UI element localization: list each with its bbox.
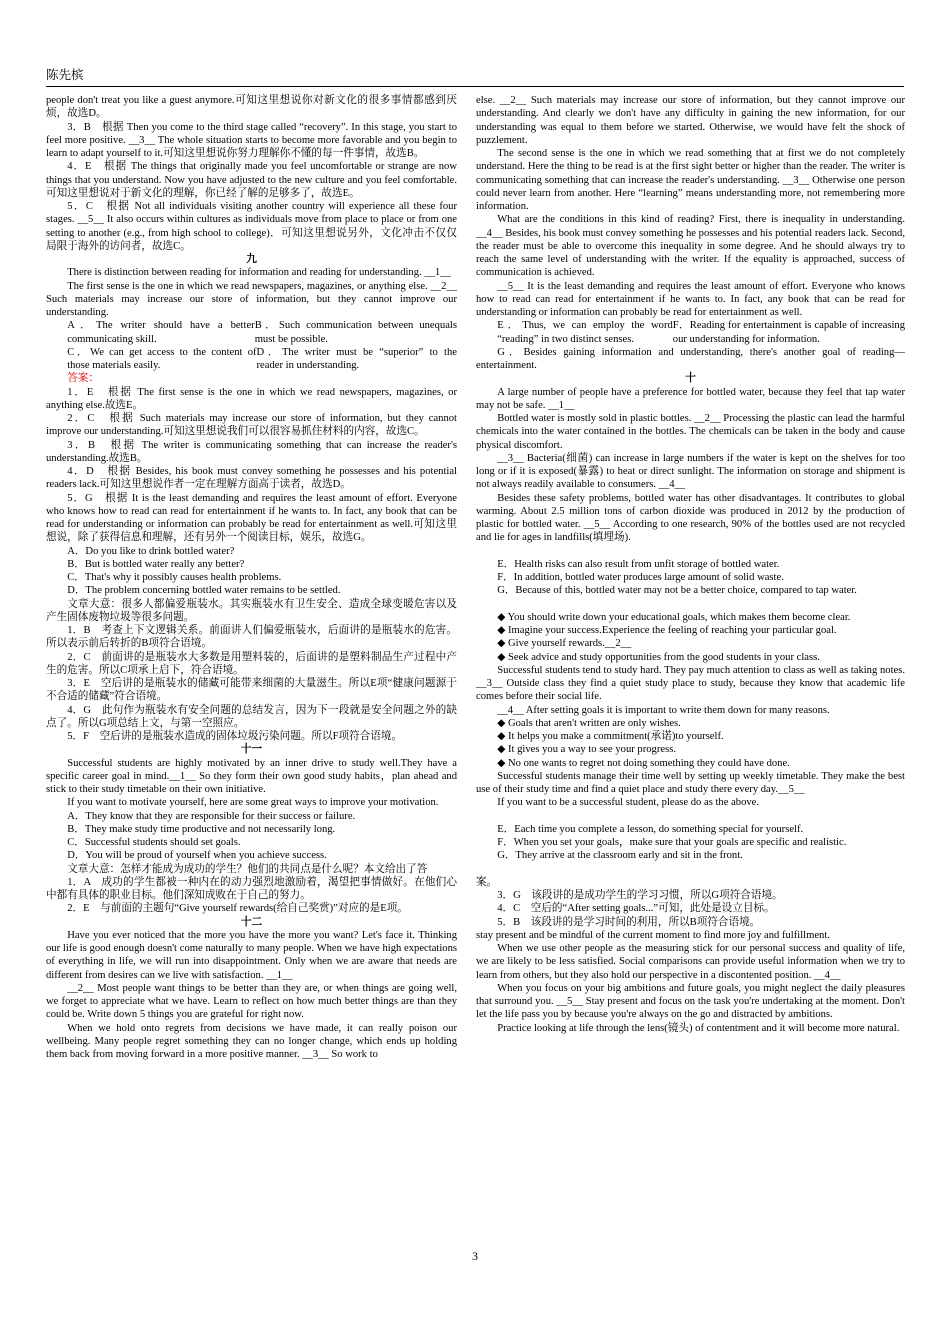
paragraph: Successful students manage their time well by setting up weekly timetable. They make the best use of their study time and find a quiet place and study there every day.__5__ <box>476 770 905 795</box>
spacer <box>476 810 905 823</box>
paragraph: ◆ You should write down your educational goals, which makes them become clear. <box>497 611 851 623</box>
paragraph: E．Health risks can also result from unfit storage of bottled water. <box>497 558 780 570</box>
paragraph: ◆ It helps you make a commitment(承诺)to yourself. <box>497 731 724 742</box>
option-text: E．Thus, we can employ the word “reading” in two distinct senses. <box>497 320 673 345</box>
paragraph: There is distinction between reading for information and reading for understanding. __1__ <box>67 267 451 279</box>
paragraph: ◆ Give yourself rewards.__2__ <box>497 638 632 650</box>
page-header <box>46 66 904 87</box>
paragraph: Successful students tend to study hard. They pay much attention to class as well as taking notes. __3__ Outside class they find a quiet study place to study, because they know that academic life comes before their social life. <box>476 664 905 703</box>
paragraph: 2．C 前面讲的是瓶装水大多数是用塑料装的，后面讲的是塑料制品生产过程中产生的危害。所以C项承上启下，符合语境。 <box>46 651 457 676</box>
paragraph: ◆ Imagine your success.Experience the feeling of reaching your particular goal. <box>497 625 837 636</box>
paragraph: 案。 <box>476 876 498 888</box>
paragraph: 答案： <box>67 373 99 385</box>
paragraph: else. __2__ Such materials may increase our store of information, but they cannot improve our understanding. And clearly we don't have any difficulty in gaining the new information, for our understanding was equal to them before we started. Otherwise, we would have felt the shock of puzzlement. <box>476 95 905 146</box>
paragraph: stay present and be mindful of the current moment to find more joy and fulfillment. <box>476 929 830 941</box>
paragraph: 4．D 根据 Besides, his book must convey something he possesses and his potential readers lack.可知这里想说作者一定在理解方面高于读者，故选D。 <box>46 466 457 491</box>
paragraph: 文章大意：怎样才能成为成功的学生？他们的共同点是什么呢？本文给出了答 <box>67 863 428 875</box>
paragraph: A．Do you like to drink bottled water? <box>67 545 235 557</box>
paragraph: When we use other people as the measuring stick for our personal success and quality of life, we are likely to be less satisfied. Social comparisons can provide useful information when we try to learn from others, but they also hold our perspective in a discontented position. __4__ <box>476 943 905 981</box>
option-pair <box>46 319 457 346</box>
paragraph: 1．B 考查上下文逻辑关系。前面讲人们偏爱瓶装水，后面讲的是瓶装水的危害。所以表示前后转折的B项符合语境。 <box>46 625 457 650</box>
paragraph: C．That's why it possibly causes health problems. <box>67 572 282 583</box>
paragraph: C．Successful students should set goals. <box>67 837 241 848</box>
section-heading: 十一 <box>240 744 263 756</box>
paragraph: Besides these safety problems, bottled water has other disadvantages. It contributes to global warming. About 2.5 million tons of carbon dioxide was produced in 2012 by the production of plastic for bottled water. __5__ According to one research, 90% of the bottles used are not recycled and lie for ages in landfills(填埋场). <box>476 492 905 544</box>
paragraph: If you want to motivate yourself, here are some great ways to improve your motivation. <box>67 797 439 809</box>
paragraph: Successful students are highly motivated by an inner drive to study well.They have a specific career goal in mind.__1__ So they form their own good study habits，plan ahead and stick to their study timetable on their own initiative. <box>46 757 457 795</box>
paragraph: G．They arrive at the classroom early and sit in the front. <box>497 850 743 862</box>
page-number: 3 <box>472 1249 478 1263</box>
paragraph: If you want to be a successful student, please do as the above. <box>497 797 760 809</box>
paragraph: 1．A 成功的学生都被一种内在的动力强烈地激励着，渴望把事情做好。在他们心中都有具体的职业目标。他们深知成败在于自己的努力。 <box>46 876 457 901</box>
paragraph: Bottled water is mostly sold in plastic bottles. __2__ Processing the plastic can lead the harmful chemicals into the water contained in the bottles. The chemicals can be taken in the body and cause physical discomfort. <box>476 413 905 451</box>
paragraph: 2．E 与前面的主题句“Give yourself rewards(给自己奖赏)”对应的是E项。 <box>67 903 408 915</box>
paragraph: 3．G 该段讲的是成功学生的学习习惯，所以G项符合语境。 <box>497 890 783 901</box>
option-pair <box>476 319 905 346</box>
paragraph: __4__ After setting goals it is important to write them down for many reasons. <box>497 704 830 716</box>
option-text: C．We can get access to the content of those materials easily. <box>67 346 257 371</box>
paragraph: 2．C 根据 Such materials may increase our store of information, but they cannot improve our understanding.可知这里想说我们可以很容易抓住材料的内容，故选C。 <box>46 413 457 438</box>
spacer <box>476 863 905 876</box>
paragraph: D．The problem concerning bottled water remains to be settled. <box>67 585 341 597</box>
paragraph: 5．F 空后讲的是瓶装水造成的固体垃圾污染问题。所以F项符合语境。 <box>67 731 403 742</box>
paragraph: F．In addition, bottled water produces large amount of solid waste. <box>497 572 784 583</box>
section-heading: 十 <box>685 373 696 385</box>
paragraph: ◆ It gives you a way to see your progress. <box>497 744 676 756</box>
paragraph: __5__ It is the least demanding and requires the least amount of effort. Everyone who knows how to read can read for entertainment if he wants to. In fact, any book that can be read for understanding or information can probably be read for entertainment as well. <box>476 280 905 318</box>
paragraph: 3．E 空后讲的是瓶装水的储藏可能带来细菌的大量滋生。所以E项“健康问题源于不合适的储藏”符合语境。 <box>46 678 457 703</box>
paragraph: Practice looking at life through the lens(镜头) of contentment and it will become more natural. <box>497 1022 900 1034</box>
paragraph: ◆ Seek advice and study opportunities from the good students in your class. <box>497 651 820 663</box>
paragraph: 4．G 此句作为瓶装水有安全问题的总结发言，因为下一段就是安全问题之外的缺点了。所以G项总结上文，与第一空照应。 <box>46 704 457 729</box>
author-name: 陈先槟 <box>46 67 84 82</box>
paragraph: A large number of people have a preference for bottled water, because they feel that tap water may not be safe. __1__ <box>476 386 905 411</box>
paragraph: The second sense is the one in which we read something that at first we do not completely understand. Here the thing to be read is at the first sight better or higher than the reader. The writer is communicating something that can increase the reader's understanding. __3__ Otherwise one person could never learn from another. Here “learning” means understanding more, not remembering more information. <box>476 148 905 212</box>
paragraph: G．Besides gaining information and understanding, there's another goal of reading—entertainment. <box>476 346 905 371</box>
spacer <box>476 598 905 611</box>
paragraph: The first sense is the one in which we read newspapers, magazines, or anything else. __2__ Such materials may increase our store of information, but they cannot improve our understanding. <box>46 280 457 318</box>
paragraph: 4．C 空后的“After setting goals...”可知，此处是设立目标。 <box>497 903 775 915</box>
paragraph: B．They make study time productive and not necessarily long. <box>67 823 336 835</box>
right-column <box>476 94 905 1035</box>
paragraph: B．But is bottled water really any better? <box>67 558 245 570</box>
option-text: F．Reading for entertainment is capable of increasing our understanding for information. <box>672 320 905 345</box>
option-text: D．The writer must be “superior” to the reader in understanding. <box>256 346 457 371</box>
paragraph: Have you ever noticed that the more you have the more you want? Let's face it. Thinking our life is good enough doesn't come naturally to many people. When we have high expectations of everything in life, we will run into disappointment. Only when we are aware that needs are different from desires can we live with satisfaction. __1__ <box>46 929 457 981</box>
paragraph: __2__ Most people want things to be better than they are, or when things are going well, we forget to appreciate what we have. Learn to reflect on how much better things are than they could be. Write down 5 things you are grateful for right now. <box>46 982 457 1021</box>
paragraph: 3．B 根据 Then you come to the third stage called “recovery”. In this stage, you start to feel more positive. __3__ The whole situation starts to become more favorable and you begin to learn to adapt yourself to it.可知这里想说你努力理解你不懂的每一件事情，故选B。 <box>46 121 457 159</box>
paragraph: 4．E 根据 The things that originally made you feel uncomfortable or strange are now things that you understand. Now you have adjusted to the new culture and you feel comfortable. 可知这里想说对于新文化的理解，你已经了解的足够多了，故选E。 <box>46 161 457 199</box>
spacer <box>476 545 905 558</box>
paragraph: 3．B 根据 The writer is communicating something that can increase the reader's understanding.故选B。 <box>46 439 457 464</box>
paragraph: When we hold onto regrets from decisions we have made, it can really poison our wellbeing. Many people regret something they can no longer change, which ends up holding them back from moving forward in a more positive manner. __3__ So work to <box>46 1022 457 1060</box>
paragraph: When you focus on your big ambitions and future goals, you might neglect the daily pleasures that surround you. __5__ Stay present and focus on the task you're undertaking at the moment. Don't let the life pass you by because you're always on the go and distracted by ambitions. <box>476 982 905 1021</box>
paragraph: ◆ Goals that aren't written are only wishes. <box>497 717 681 729</box>
paragraph: G．Because of this, bottled water may not be a better choice, compared to tap water. <box>497 585 857 597</box>
paragraph: 5．C 根据 Not all individuals visiting another country will experience all these four stages. __5__ It also occurs within cultures as individuals move from place to place or from one setting to another (e.g., from high school to college)．可知这里想说另外，文化冲击不仅仅局限于海外的访问者，故选C。 <box>46 201 457 252</box>
paragraph: 5．G 根据 It is the least demanding and requires the least amount of effort. Everyone who knows how to read can read for entertainment if he wants to. In fact, any book that can be read for understanding or information can probably be read for entertainment as well.可知这里想说，除了获得信息和理解，还有另外一个阅读目标，娱乐，故选G。 <box>46 492 457 544</box>
left-column <box>46 94 457 1061</box>
paragraph: __3__ Bacteria(细菌) can increase in large numbers if the water is kept on the shelves for too long or if it is exposed(暴露) to heat or direct sunlight. The information on storage and shipment is not always readily available to consumers. __4__ <box>476 452 905 491</box>
paragraph: E．Each time you complete a lesson, do something special for yourself. <box>497 823 804 835</box>
section-heading: 十二 <box>240 916 263 928</box>
section-heading: 九 <box>246 254 257 265</box>
option-text: A．The writer should have a better communicating skill. <box>67 320 255 345</box>
paragraph: 文章大意：很多人都偏爱瓶装水。其实瓶装水有卫生安全、造成全球变暖危害以及产生固体废物垃圾等很多问题。 <box>46 598 457 623</box>
paragraph: What are the conditions in this kind of reading? First, there is inequality in understanding. __4__ Besides, his book must convey something he possesses and his potential readers lack. Second, the reader must be able to overcome this inequality in some degree. And he should always try to reach the same level of understanding with the writer. If the equality is approached, success of communication is achieved. <box>476 214 905 279</box>
option-pair <box>46 346 457 373</box>
paragraph: 5．B 该段讲的是学习时间的利用，所以B项符合语境。 <box>497 916 761 928</box>
paragraph: A．They know that they are responsible for their success or failure. <box>67 810 356 822</box>
paragraph: 1．E 根据 The first sense is the one in which we read newspapers, magazines, or anything else.故选E。 <box>46 386 457 411</box>
option-text: B．Such communication between unequals must be possible. <box>254 320 457 345</box>
paragraph: F．When you set your goals，make sure that your goals are specific and realistic. <box>497 837 847 848</box>
paragraph: D．You will be proud of yourself when you achieve success. <box>67 850 327 862</box>
paragraph: people don't treat you like a guest anymore.可知这里想说你对新文化的很多事情都感到厌烦，故选D。 <box>46 95 457 120</box>
paragraph: ◆ No one wants to regret not doing something they could have done. <box>497 757 790 769</box>
